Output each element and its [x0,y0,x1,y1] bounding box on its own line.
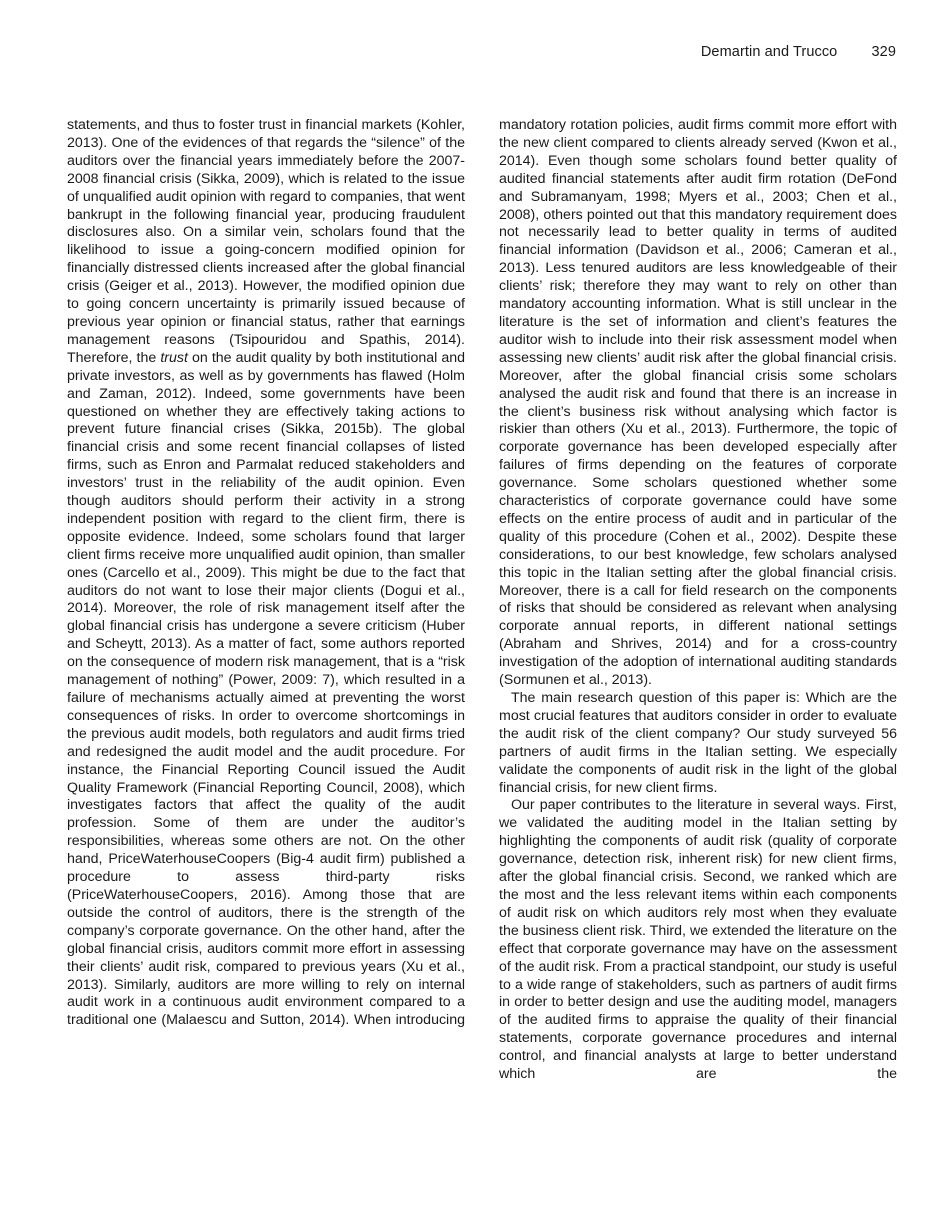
page-number: 329 [871,44,896,60]
left-paragraph-1 [67,117,465,1030]
left-column [67,117,465,1030]
right-column [499,117,897,1084]
right-paragraph-3: Our paper contributes to the literature in several ways. First, we validated the auditing model in the Italian setting by highlighting the components of audit risk (quality of corporate governance, detection risk, inherent risk) for new client firms, after the global financial crisis. Second, we ranked which are the most and the less relevant items within each components of audit risk on which auditors rely most when they evaluate the business client risk. Third, we extended the literature on the effect that corporate governance may have on the assessment of the audit risk. From a practical standpoint, our study is useful to a wide range of stakeholders, such as partners of audit firms in order to better design and use the auditing model, managers of the audited firms to appraise the quality of their financial statements, corporate governance procedures and internal control, and financial analysts at large to better understand which are the [499,797,897,1083]
running-header [701,44,896,60]
header-authors: Demartin and Trucco [700,44,838,60]
right-paragraph-2: The main research question of this paper is: Which are the most crucial features that auditors consider in order to evaluate the audit risk of the client company? Our study surveyed 56 partners of audit firms in the Italian setting. We especially validate the components of audit risk in the light of the global financial crisis, for new client firms. [499,690,897,796]
emphasis-trust: trust [160,349,188,366]
right-paragraph-1: mandatory rotation policies, audit firms commit more effort with the new client compared to clients already served (Kwon et al., 2014). Even though some scholars found better quality of audited financial statements after audit firm rotation (DeFond and Subramanyam, 1998; Myers et al., 2003; Chen et al., 2008), others pointed out that this mandatory requirement does not necessarily lead to better quality in terms of audited financial information (Davidson et al., 2006; Cameran et al., 2013). Less tenured auditors are less knowledgeable of their clients’ risk; therefore they may want to rely on other than mandatory accounting information. What is still unclear in the literature is the set of information and client’s features the auditor wish to include into their risk assessment model when assessing new clients’ audit risk after the global financial crisis. Moreover, after the global financial crisis some scholars analysed the audit risk and found that there is an increase in the client’s business risk without analysing which factor is riskier than others (Xu et al., 2013). Furthermore, the topic of corporate governance has been developed especially after failures of firms depending on the features of corporate governance. Some scholars questioned whether some characteristics of corporate governance could have some effects on the entire process of audit and in particular of the quality of this procedure (Cohen et al., 2002). Despite these considerations, to our best knowledge, few scholars analysed this topic in the Italian setting after the global financial crisis. Moreover, there is a call for field research on the components of risks that should be considered as relevant when analysing corporate annual reports, in different national settings (Abraham and Shrives, 2014) and for a cross-country investigation of the adoption of international auditing standards (Sormunen et al., 2013). [499,117,897,689]
left-paragraph-1-text-a: statements, and thus to foster trust in financial markets (Kohler, 2013). One of the evidences of that regards the “silence” of the auditors over the financial years immediately before the 2007-2008 financial crisis (Sikka, 2009), which is related to the issue of unqualified audit opinion with regard to companies, that went bankrupt in the following financial year, producing fraudulent disclosures also. On a similar vein, scholars found that the likelihood to issue a going-concern modified opinion for financially distressed clients increased after the global financial crisis (Geiger et al., 2013). However, the modified opinion due to going concern uncertainty is primarily issued because of previous year opinion or financial status, rather that earnings management reasons (Tsipouridou and Spathis, 2014). Therefore, the [67,117,465,366]
left-paragraph-1-text-b: on the audit quality by both institutional and private investors, as well as by governments has flawed (Holm and Zaman, 2012). Indeed, some governments have been questioned on whether they are effectively taking actions to prevent future financial crises (Sikka, 2015b). The global financial crisis and some recent financial collapses of listed firms, such as Enron and Parmalat reduced stakeholders and investors’ trust in the reliability of the audit opinion. Even though auditors should perform their activity in a strong independent position with regard to the client firm, there is opposite evidence. Indeed, some scholars found that larger client firms receive more unqualified audit opinion, than smaller ones (Carcello et al., 2009). This might be due to the fact that auditors do not want to lose their major clients (Dogui et al., 2014). Moreover, the role of risk management itself after the global financial crisis has undergone a severe criticism (Huber and Scheytt, 2013). As a matter of fact, some authors reported on the consequence of modern risk management, that is a “risk management of nothing” (Power, 2009: 7), which resulted in a failure of mechanisms actually aimed at preventing the worst consequences of risks. In order to overcome shortcomings in the previous audit models, both regulators and audit firms tried and redesigned the audit model and the audit procedure. For instance, the Financial Reporting Council issued the Audit Quality Framework (Financial Reporting Council, 2008), which investigates factors that affect the quality of the audit profession. Some of them are under the auditor’s responsibilities, whereas some others are not. On the other hand, PriceWaterhouseCoopers (Big-4 audit firm) published a procedure to assess third-party risks (PriceWaterhouseCoopers, 2016). Among those that are outside the control of auditors, there is the strength of the company’s corporate governance. On the other hand, after the global financial crisis, auditors commit more effort in assessing their clients’ audit risk, compared to previous years (Xu et al., 2013). Similarly, auditors are more willing to rely on internal audit work in a continuous audit environment compared to a traditional one (Malaescu and Sutton, 2014). When introducing [67,349,466,1029]
